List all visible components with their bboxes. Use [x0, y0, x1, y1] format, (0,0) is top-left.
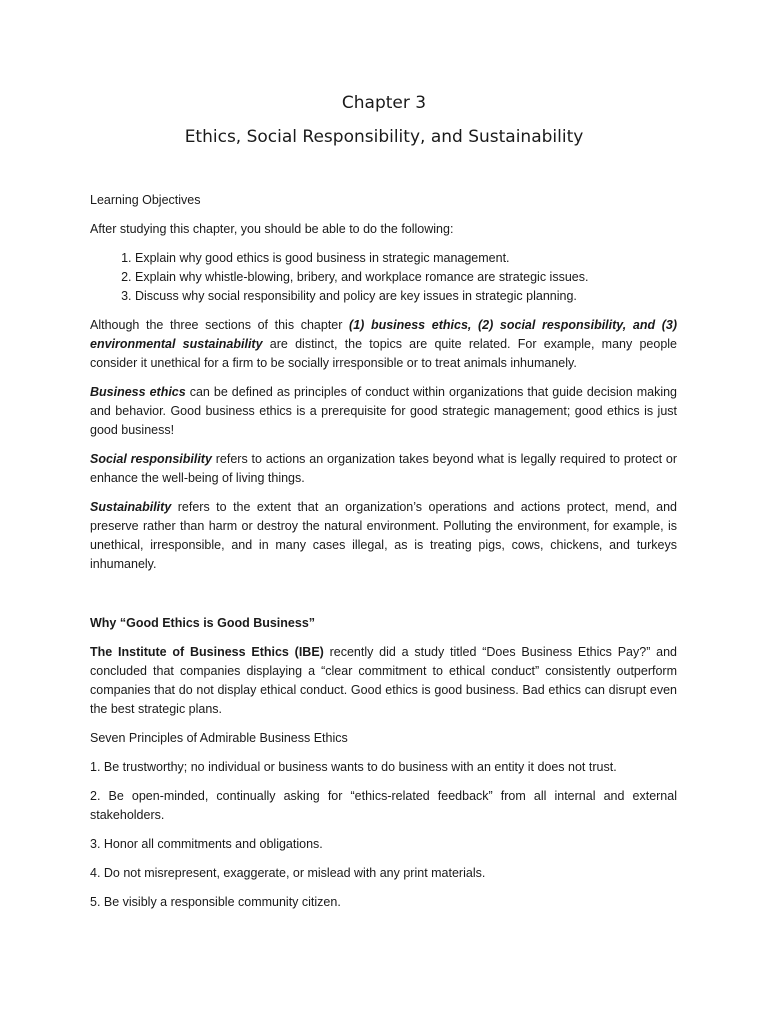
- ibe-paragraph: The Institute of Business Ethics (IBE) recently did a study titled “Does Business Ethics Pay?” and concluded that companies displaying a “clear commitment to ethical conduct” consistently outperform companies that do not display ethical conduct. Good ethics is good business. Bad ethics can disrupt even the best strategic plans.: [90, 645, 677, 716]
- objectives-list: [90, 249, 677, 306]
- principle-item: 5. Be visibly a responsible community citizen.: [90, 895, 341, 909]
- ibe-name: The Institute of Business Ethics (IBE): [90, 645, 324, 659]
- sustainability-definition: Sustainability refers to the extent that an organization’s operations and actions protect, mend, and preserve rather than harm or destroy the natural environment. Polluting the environment, for example, is unethical, irresponsible, and in many cases illegal, as is treating pigs, cows, chickens, and turkeys inhumanely.: [90, 500, 677, 571]
- sections-emphasis: (1) business ethics, (2) social responsibility, and (3) environmental sustainability: [90, 318, 677, 351]
- objective-item: 2. Explain why whistle-blowing, bribery, and workplace romance are strategic issues.: [135, 268, 677, 287]
- document-body: [90, 191, 677, 922]
- objective-item: 3. Discuss why social responsibility and policy are key issues in strategic planning.: [135, 287, 677, 306]
- social-responsibility-definition: Social responsibility refers to actions an organization takes beyond what is legally required to protect or enhance the well-being of living things.: [90, 452, 677, 485]
- chapter-number: Chapter 3: [341, 93, 427, 113]
- section-spacer: [90, 584, 677, 614]
- chapter-title: Ethics, Social Responsibility, and Sustainability: [184, 127, 584, 147]
- principle-item: 2. Be open-minded, continually asking for “ethics-related feedback” from all internal and external stakeholders.: [90, 789, 677, 822]
- learning-objectives-heading: Learning Objectives: [90, 193, 201, 207]
- term-business-ethics: Business ethics: [90, 385, 186, 399]
- term-social-responsibility: Social responsibility: [90, 452, 212, 466]
- term-sustainability: Sustainability: [90, 500, 172, 514]
- sections-paragraph: Although the three sections of this chapter (1) business ethics, (2) social responsibility, and (3) environmental sustainability are distinct, the topics are quite related. For example, many people consider it unethical for a firm to be socially irresponsible or to treat animals inhumanely.: [90, 318, 677, 370]
- business-ethics-definition: Business ethics can be defined as principles of conduct within organizations that guide decision making and behavior. Good business ethics is a prerequisite for good strategic management; good ethics is just good business!: [90, 385, 677, 437]
- why-heading: Why “Good Ethics is Good Business”: [90, 616, 316, 630]
- principle-item: 3. Honor all commitments and obligations.: [90, 837, 323, 851]
- principles-heading: Seven Principles of Admirable Business Ethics: [90, 731, 348, 745]
- objective-item: 1. Explain why good ethics is good business in strategic management.: [135, 249, 677, 268]
- principle-item: 4. Do not misrepresent, exaggerate, or mislead with any print materials.: [90, 866, 486, 880]
- principle-item: 1. Be trustworthy; no individual or business wants to do business with an entity it does not trust.: [90, 760, 617, 774]
- objectives-intro: After studying this chapter, you should be able to do the following:: [90, 222, 454, 236]
